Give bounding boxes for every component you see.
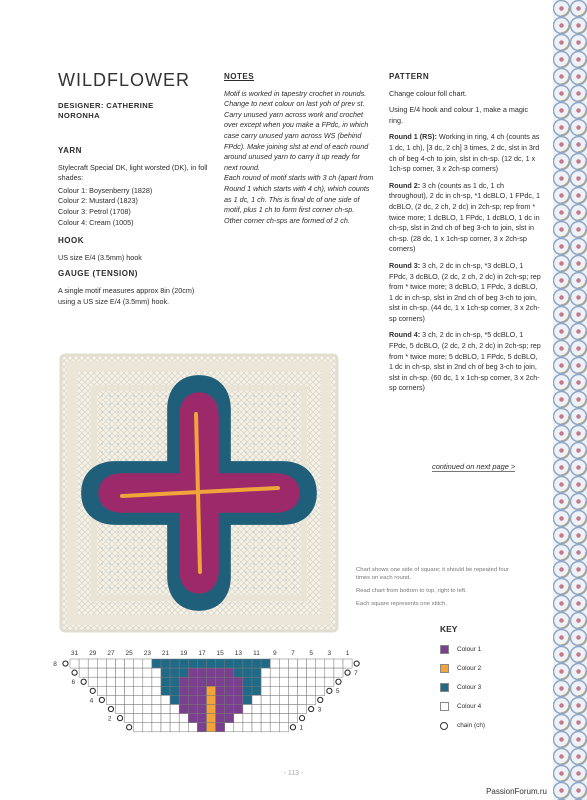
round-label: Round 4:	[389, 330, 421, 340]
chart-cell	[316, 677, 325, 686]
chart-cell	[188, 723, 197, 732]
chart-cell	[197, 686, 206, 695]
column-number: 17	[198, 650, 206, 657]
chart-cell	[307, 695, 316, 704]
chart-cell	[143, 677, 152, 686]
chart-cell	[116, 677, 125, 686]
chart-cell	[225, 677, 234, 686]
chart-cell	[216, 723, 225, 732]
chart-cell	[288, 705, 297, 714]
yarn-intro: Stylecraft Special DK, light worsted (DK), in foll shades:	[58, 162, 208, 183]
column-number: 21	[161, 650, 170, 657]
chart-cell	[216, 714, 225, 723]
chain-symbol	[318, 697, 323, 702]
chart-cell	[143, 668, 152, 677]
chart-cell	[261, 668, 270, 677]
row-number: 2	[107, 715, 112, 723]
chart-cell	[134, 668, 143, 677]
chart-cell	[152, 668, 161, 677]
chart-cell	[134, 695, 143, 704]
chart-cell	[116, 668, 125, 677]
chart-cell	[88, 677, 97, 686]
chart-cell	[188, 668, 197, 677]
chart-cell	[188, 705, 197, 714]
chart-cell	[325, 668, 334, 677]
chart-cell	[270, 677, 279, 686]
chart-cell	[143, 695, 152, 704]
chart-cell	[152, 714, 161, 723]
chart-cell	[316, 659, 325, 668]
chart-cell	[225, 705, 234, 714]
chart-note: Read chart from bottom to top, right to left.	[356, 588, 467, 594]
chart-cell	[298, 668, 307, 677]
key-item	[440, 716, 485, 735]
chart-cell	[161, 705, 170, 714]
chart-cell	[179, 677, 188, 686]
chart-cell	[216, 659, 225, 668]
chart-cell	[88, 659, 97, 668]
column-number: 27	[107, 650, 115, 657]
chart-cell	[252, 668, 261, 677]
chart-cell	[143, 659, 152, 668]
chart-cell	[298, 677, 307, 686]
chart-cell	[243, 705, 252, 714]
chart-cell	[279, 659, 288, 668]
row-number: 7	[354, 669, 358, 677]
key-label: Colour 1	[457, 646, 482, 653]
chart-cell	[234, 695, 243, 704]
chart-cell	[207, 668, 216, 677]
chart-cell	[234, 705, 243, 714]
column-number: 7	[291, 650, 295, 657]
chart-cell	[325, 659, 334, 668]
chart-cell	[225, 723, 234, 732]
chart-cell	[225, 686, 234, 695]
chain-symbol	[299, 716, 304, 721]
chart-cell	[288, 659, 297, 668]
chart-cell	[270, 695, 279, 704]
chart-cell	[125, 686, 134, 695]
chart-cell	[125, 677, 134, 686]
chart-cell	[225, 714, 234, 723]
chart-cell	[179, 714, 188, 723]
column-number: 31	[70, 650, 79, 657]
column-number: 29	[89, 650, 97, 657]
round-text: Working in ring, 4 ch (counts as 1 dc, 1 ch), [3 dc, 2 ch] 3 times, 2 dc, slst in 3rd ch of beg 4-ch to join, slst in ch-sp. (12 dc, 1 x 1ch-sp corner, 3 x 2ch-sp corners)	[389, 132, 540, 174]
gauge-heading: GAUGE (TENSION)	[58, 269, 138, 279]
chart-cell	[316, 668, 325, 677]
chart-cell	[307, 668, 316, 677]
chart-cell	[170, 695, 179, 704]
chart-cell	[261, 695, 270, 704]
chart-cell	[234, 677, 243, 686]
round-instruction	[389, 132, 541, 174]
chain-symbol	[327, 688, 332, 693]
chain-symbol	[63, 661, 68, 666]
chart-cell	[279, 695, 288, 704]
chart-cell	[234, 668, 243, 677]
chart-cell	[234, 714, 243, 723]
chart-cell	[197, 668, 206, 677]
chart-cell	[288, 695, 297, 704]
chart-cell	[170, 686, 179, 695]
chart-cell	[197, 723, 206, 732]
chart-note: Chart shows one side of square; it should be repeated four times on each round.	[356, 567, 509, 581]
chart-cell	[197, 705, 206, 714]
decorative-border	[553, 0, 587, 800]
chart-cell	[152, 705, 161, 714]
key-heading: KEY	[440, 624, 458, 634]
chart-cell	[243, 686, 252, 695]
chart-cell	[152, 723, 161, 732]
chart-cell	[134, 677, 143, 686]
swatch-colour-4	[440, 702, 449, 711]
chart-cell	[243, 659, 252, 668]
pattern-text: Change colour foll chart.	[389, 88, 467, 98]
materials-column	[58, 146, 208, 313]
chart-cell	[143, 686, 152, 695]
column-number: 19	[180, 650, 188, 657]
chain-symbol	[117, 716, 122, 721]
chart-cell	[161, 714, 170, 723]
chart-cell	[334, 659, 343, 668]
chart-cell	[179, 723, 188, 732]
chart-cell	[252, 714, 261, 723]
chart-cell	[143, 723, 152, 732]
chart-cell	[225, 668, 234, 677]
round-instruction	[389, 261, 541, 325]
chart-cell	[134, 686, 143, 695]
chart-cell	[343, 659, 352, 668]
key-label: Colour 2	[457, 665, 482, 672]
chart-cell	[243, 695, 252, 704]
chart-cell	[216, 686, 225, 695]
yarn-colour-list	[58, 186, 208, 228]
chart-cell	[97, 659, 106, 668]
chart-cell	[288, 668, 297, 677]
chart-cell	[125, 714, 134, 723]
chart-cell	[207, 705, 216, 714]
chart-cell	[97, 677, 106, 686]
chain-symbol	[99, 697, 104, 702]
chart-cell	[243, 668, 252, 677]
chart-cell	[307, 686, 316, 695]
yarn-colour: Colour 1: Boysenberry (1828)	[58, 185, 153, 195]
chart-cell	[261, 705, 270, 714]
chain-symbol	[90, 688, 95, 693]
chart-cell	[152, 659, 161, 668]
chart-cell	[152, 686, 161, 695]
page-number: - 113 -	[283, 770, 304, 777]
chain-symbol	[309, 706, 314, 711]
chart-cell	[234, 723, 243, 732]
chart-cell	[252, 695, 261, 704]
chart-cell	[298, 705, 307, 714]
chart-cell	[161, 686, 170, 695]
key-label: chain (ch)	[457, 722, 486, 729]
chart-cell	[207, 677, 216, 686]
chart-cell	[116, 695, 125, 704]
column-number: 25	[125, 650, 133, 657]
chart-cell	[207, 695, 216, 704]
yarn-heading: YARN	[58, 146, 82, 155]
column-number: 5	[309, 650, 313, 657]
chart-cell	[197, 695, 206, 704]
chart-cell	[279, 705, 288, 714]
key-item	[440, 640, 485, 659]
chart-cell	[243, 714, 252, 723]
chart-note: Each square represents one stitch.	[356, 601, 448, 607]
chart-cell	[288, 677, 297, 686]
notes-heading: NOTES	[224, 72, 255, 81]
chart-cell	[270, 714, 279, 723]
notes-paragraph: Change to next colour on last yoh of prev st. Carry unused yarn across work and crochet over except when you make a FPdc, in which case carry unused yarn across WS (behind FPdc). Make joining slst at end of each round around unused yarn to carry it up ready for next round.	[224, 99, 369, 172]
chart-cell	[252, 686, 261, 695]
chart-cell	[125, 659, 134, 668]
chart-cell	[179, 705, 188, 714]
stitch-chart	[53, 645, 380, 745]
row-number: 1	[299, 724, 304, 732]
chart-cell	[270, 723, 279, 732]
yarn-colour: Colour 3: Petrol (1708)	[58, 206, 131, 216]
chart-cell	[106, 668, 115, 677]
chart-cell	[70, 659, 79, 668]
chart-cell	[334, 668, 343, 677]
chart-cell	[152, 677, 161, 686]
chart-cell	[270, 705, 279, 714]
chart-cell	[79, 659, 88, 668]
chain-symbol	[108, 706, 113, 711]
chart-cell	[307, 659, 316, 668]
chart-cell	[161, 695, 170, 704]
chart-cell	[134, 714, 143, 723]
round-text: 3 ch, 2 dc in ch-sp, *5 dcBLO, 1 FPdc, 5 dcBLO, (2 dc, 2 ch, 2 dc) in 2ch-sp; rep from * twice more; 5 dcBLO, 1 FPdc, 5 dcBLO, 1 dc in ch-sp, slst in 2nd ch of beg 3-ch to join, slst in ch-sp. (60 dc, 1 x 1ch-sp corner, 3 x 2ch-sp corners)	[389, 330, 541, 393]
key-label: Colour 4	[457, 703, 482, 710]
continued-link[interactable]: continued on next page >	[432, 462, 516, 471]
row-number: 5	[335, 688, 340, 696]
column-number: 3	[327, 650, 332, 657]
chart-cell	[252, 677, 261, 686]
chart-cell	[252, 723, 261, 732]
chart-notes	[356, 566, 516, 613]
round-label: Round 2:	[389, 180, 421, 190]
column-number: 1	[345, 650, 350, 657]
yarn-colour: Colour 2: Mustard (1823)	[58, 196, 138, 206]
column-number: 23	[143, 650, 151, 657]
round-instruction	[389, 330, 541, 394]
notes-column	[224, 72, 374, 226]
column-number: 13	[234, 650, 242, 657]
chart-cell	[106, 659, 115, 668]
chart-cell	[261, 723, 270, 732]
key-item	[440, 678, 485, 697]
chart-cell	[225, 695, 234, 704]
chart-cell	[207, 686, 216, 695]
chart-cell	[170, 677, 179, 686]
chart-cell	[134, 723, 143, 732]
chart-cell	[188, 677, 197, 686]
chain-symbol	[81, 679, 86, 684]
chart-cell	[134, 659, 143, 668]
chart-key	[440, 624, 485, 735]
chart-cell	[252, 705, 261, 714]
chart-cell	[116, 705, 125, 714]
chart-cell	[234, 686, 243, 695]
chart-cell	[243, 723, 252, 732]
round-label: Round 1 (RS):	[389, 132, 437, 142]
chart-cell	[207, 659, 216, 668]
chart-cell	[225, 659, 234, 668]
chain-symbol	[354, 661, 359, 666]
swatch-colour-1	[440, 645, 449, 654]
hook-text: US size E/4 (3.5mm) hook	[58, 252, 142, 262]
chart-cell	[106, 677, 115, 686]
chart-cell	[298, 659, 307, 668]
chart-cell	[216, 695, 225, 704]
chart-cell	[79, 668, 88, 677]
chart-cell	[116, 659, 125, 668]
yarn-colour: Colour 4: Cream (1005)	[58, 217, 134, 227]
chart-cell	[197, 677, 206, 686]
chart-cell	[279, 723, 288, 732]
chart-cell	[161, 677, 170, 686]
swatch-colour-3	[440, 683, 449, 692]
chart-cell	[261, 677, 270, 686]
motif-photo	[58, 352, 340, 634]
chart-cell	[179, 695, 188, 704]
chart-cell	[116, 686, 125, 695]
key-label: Colour 3	[457, 684, 482, 691]
watermark: PassionForum.ru	[486, 787, 547, 796]
chart-cell	[170, 714, 179, 723]
row-number: 3	[317, 706, 322, 714]
chart-cell	[179, 686, 188, 695]
chart-cell	[161, 659, 170, 668]
chart-cell	[197, 714, 206, 723]
chart-cell	[234, 659, 243, 668]
chart-cell	[170, 705, 179, 714]
key-item	[440, 697, 485, 716]
chart-cell	[216, 677, 225, 686]
column-number: 15	[216, 650, 224, 657]
notes-paragraph: Each round of motif starts with 3 ch (apart from Round 1 which starts with 4 ch), which counts as 1 dc, 1 ch. This is final dc of one side of motif, plus 1 ch to form first corner ch-sp. Other corner ch-sps are formed of 2 ch.	[224, 173, 374, 225]
chart-cell	[88, 668, 97, 677]
notes-paragraph: Motif is worked in tapestry crochet in rounds.	[224, 88, 367, 98]
chart-cell	[161, 723, 170, 732]
chain-symbol	[345, 670, 350, 675]
chart-cell	[161, 668, 170, 677]
chart-cell	[279, 668, 288, 677]
chart-cell	[134, 705, 143, 714]
chart-cell	[188, 714, 197, 723]
chart-cell	[216, 668, 225, 677]
round-instruction	[389, 181, 541, 255]
chart-cell	[170, 723, 179, 732]
chart-cell	[97, 668, 106, 677]
chart-cell	[207, 714, 216, 723]
chart-cell	[188, 686, 197, 695]
chart-cell	[252, 659, 261, 668]
column-number: 9	[272, 650, 277, 657]
chart-cell	[152, 695, 161, 704]
chart-cell	[288, 714, 297, 723]
chart-cell	[106, 686, 115, 695]
chart-cell	[270, 668, 279, 677]
chart-cell	[316, 686, 325, 695]
chart-cell	[243, 677, 252, 686]
chart-cell	[143, 705, 152, 714]
chart-cell	[279, 686, 288, 695]
row-number: 8	[53, 660, 57, 668]
chain-symbol	[72, 670, 77, 675]
chart-cell	[279, 677, 288, 686]
chart-cell	[106, 695, 115, 704]
chart-cell	[125, 705, 134, 714]
chart-cell	[188, 695, 197, 704]
chain-symbol	[336, 679, 341, 684]
chart-cell	[270, 659, 279, 668]
swatch-colour-2	[440, 664, 449, 673]
column-number: 11	[253, 650, 260, 657]
chart-cell	[179, 668, 188, 677]
row-number: 4	[89, 697, 94, 705]
chart-cell	[125, 695, 134, 704]
chart-cell	[197, 659, 206, 668]
chart-cell	[307, 677, 316, 686]
gauge-text: A single motif measures approx 8in (20cm) using a US size E/4 (3.5mm) hook.	[58, 285, 195, 306]
chart-cell	[170, 668, 179, 677]
chart-cell	[298, 695, 307, 704]
chart-cell	[216, 705, 225, 714]
chain-symbol	[290, 725, 295, 730]
chart-cell	[188, 659, 197, 668]
chart-cell	[261, 714, 270, 723]
round-label: Round 3:	[389, 260, 421, 270]
page-title: WILDFLOWER	[58, 70, 191, 90]
chart-cell	[325, 677, 334, 686]
round-text: 3 ch, 2 dc in ch-sp, *3 dcBLO, 1 FPdc, 3 dcBLO, (2 dc, 2 ch, 2 dc) in 2ch-sp; rep from * twice more; 3 dcBLO, 1 FPdc, 3 dcBLO, 1 dc in ch-sp, slst in 2nd ch of beg 3-ch to join, slst in ch-sp. (44 dc, 1 x 1ch-sp corner, 3 x 2ch-sp corners)	[389, 260, 541, 323]
round-text: 3 ch (counts as 1 dc, 1 ch throughout), 2 dc in ch-sp, *1 dcBLO, 1 FPdc, 1 dcBLO, (2 dc, 2 ch, 2 dc) in 2ch-sp; rep from * twice more; 1 dcBLO, 1 FPdc, 1 dcBLO, 1 dc in ch-sp, slst in 2nd ch of beg 3-ch to join, slst in ch-sp. (28 dc, 1 x 1ch-sp corner, 3 x 2ch-sp corners)	[389, 180, 541, 254]
chart-cell	[170, 659, 179, 668]
chart-cell	[125, 668, 134, 677]
chart-cell	[279, 714, 288, 723]
chart-cell	[207, 723, 216, 732]
designer-credit: DESIGNER: CATHERINE NORONHA	[58, 101, 154, 121]
hook-heading: HOOK	[58, 236, 84, 246]
chart-cell	[143, 714, 152, 723]
chart-cell	[97, 686, 106, 695]
chain-icon	[440, 722, 448, 730]
pattern-heading: PATTERN	[389, 72, 430, 81]
chart-cell	[261, 659, 270, 668]
chart-cell	[261, 686, 270, 695]
pattern-column	[389, 72, 541, 400]
key-item	[440, 659, 485, 678]
chart-cell	[179, 659, 188, 668]
chart-cell	[288, 686, 297, 695]
row-number: 6	[71, 679, 76, 687]
pattern-text: Using E/4 hook and colour 1, make a magic ring.	[389, 105, 529, 125]
chart-cell	[298, 686, 307, 695]
chain-symbol	[127, 725, 132, 730]
chart-cell	[270, 686, 279, 695]
